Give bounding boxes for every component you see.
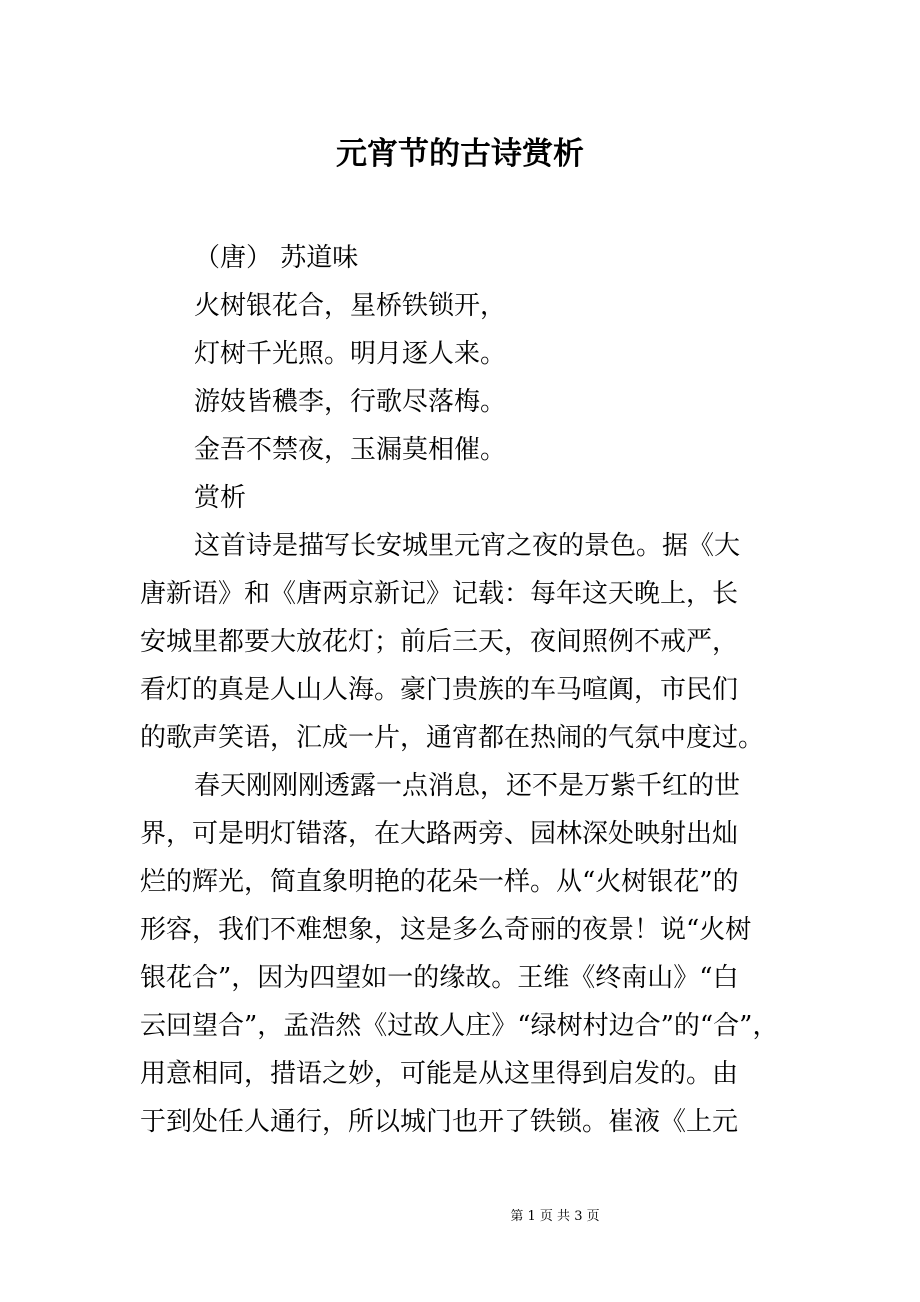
paragraph [140,522,790,762]
poem-line: 火树银花合，星桥铁锁开， [194,291,507,321]
paragraph-line: 用意相同，措语之妙，可能是从这里得到启发的。由 [140,1059,739,1089]
poem-line: 金吾不禁夜，玉漏莫相催。 [194,435,507,465]
paragraph-line: 安城里都要大放花灯；前后三天，夜间照例不戒严， [140,627,739,657]
paragraph-line: 这首诗是描写长安城里元宵之夜的景色。据《大 [194,531,741,561]
paragraph-line: 云回望合”，孟浩然《过故人庄》“绿树村边合”的“合”， [140,1011,779,1041]
author-line: （唐） 苏道味 [194,243,359,273]
paragraph-line: 形容，我们不难想象，这是多么奇丽的夜景！说“火树 [140,915,752,945]
paragraph-line: 界，可是明灯错落，在大路两旁、园林深处映射出灿 [140,819,739,849]
appreciation-heading: 赏析 [194,483,247,513]
page-title: 元宵节的古诗赏析 [336,136,584,172]
poem-line: 灯树千光照。明月逐人来。 [194,339,507,369]
paragraph [140,762,790,1146]
poem-line: 游妓皆穠李，行歌尽落梅。 [194,387,507,417]
paragraph-line: 于到处任人通行，所以城门也开了铁锁。崔液《上元 [140,1107,739,1137]
paragraph-line: 唐新语》和《唐两京新记》记载：每年这天晚上，长 [140,579,739,609]
paragraph-line: 银花合”，因为四望如一的缘故。王维《终南山》“白 [140,963,739,993]
paragraph-line: 春天刚刚刚透露一点消息，还不是万紫千红的世 [194,771,741,801]
paragraph-line: 的歌声笑语，汇成一片，通宵都在热闹的气氛中度过。 [140,723,765,753]
document-body [140,234,790,1146]
paragraph-line: 看灯的真是人山人海。豪门贵族的车马喧阗，市民们 [140,675,739,705]
page-number-footer: 第 1 页 共 3 页 [510,1209,600,1224]
paragraph-line: 烂的辉光，简直象明艳的花朵一样。从“火树银花”的 [140,867,739,897]
